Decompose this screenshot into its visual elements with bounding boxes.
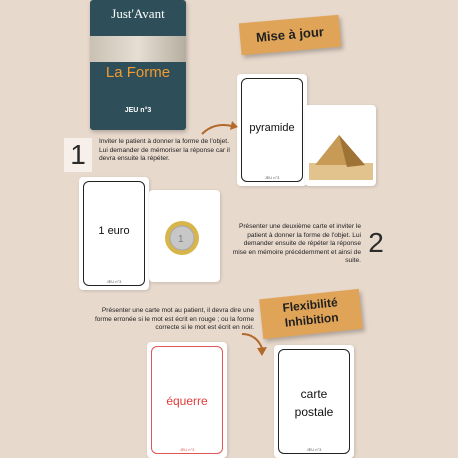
pyramid-image (305, 105, 376, 186)
flexibilite-text: Flexibilité (281, 295, 339, 315)
card-game-label: JEU n°3 (264, 175, 280, 180)
card-game-label: JEU n°3 (106, 279, 122, 284)
curved-arrow-icon (200, 118, 240, 138)
card-word: pyramide (249, 122, 295, 134)
instruction-paragraph-2: Présenter une deuxième carte et inviter le patient à donner la forme de l'objet. Lui demander ensuite de répéter la réponse mise en mémoire précédemment et ainsi de suite. (232, 223, 361, 265)
step-number-1: 1 (64, 138, 92, 172)
inhibition-text: Inhibition (284, 310, 340, 330)
cover-brand: Just'Avant (111, 6, 165, 21)
card-word-line-1: carte (300, 387, 328, 401)
card-word: 1 euro (98, 225, 130, 237)
card-word-1-euro (79, 177, 149, 290)
game-box-cover (90, 0, 186, 130)
euro-coin-image (149, 190, 220, 282)
card-game-label: JEU n°3 (306, 447, 322, 452)
card-word-equerre (147, 342, 227, 458)
card-euro-coin-image (149, 190, 220, 282)
card-word-red: équerre (166, 394, 208, 408)
card-pyramid-image (305, 105, 376, 186)
flexibilite-inhibition-label (259, 289, 363, 339)
cover-game-number: JEU n°3 (124, 107, 152, 114)
card-word (274, 385, 354, 421)
card-word-carte-postale (274, 345, 354, 458)
mise-a-jour-label: Mise à jour (239, 15, 341, 56)
card-game-label: JEU n°3 (179, 447, 195, 452)
instruction-paragraph-1: Inviter le patient à donner la forme de l'objet. Lui demander de mémoriser la réponse car il devra ensuite la répéter. (99, 138, 230, 163)
card-word-line-2: postale (294, 405, 334, 419)
cover-title: La Forme (105, 64, 171, 81)
svg-text:1: 1 (178, 234, 184, 245)
cover-texture-strip (90, 36, 186, 62)
card-word-pyramide (237, 74, 307, 186)
curved-arrow-icon (240, 328, 270, 358)
step-number-2: 2 (368, 227, 384, 258)
instruction-paragraph-3: Présenter une carte mot au patient, il devra dire une forme erronée si le mot est écrit en rouge ; ou la forme correcte si le mot est écrit en noir. (94, 307, 254, 332)
